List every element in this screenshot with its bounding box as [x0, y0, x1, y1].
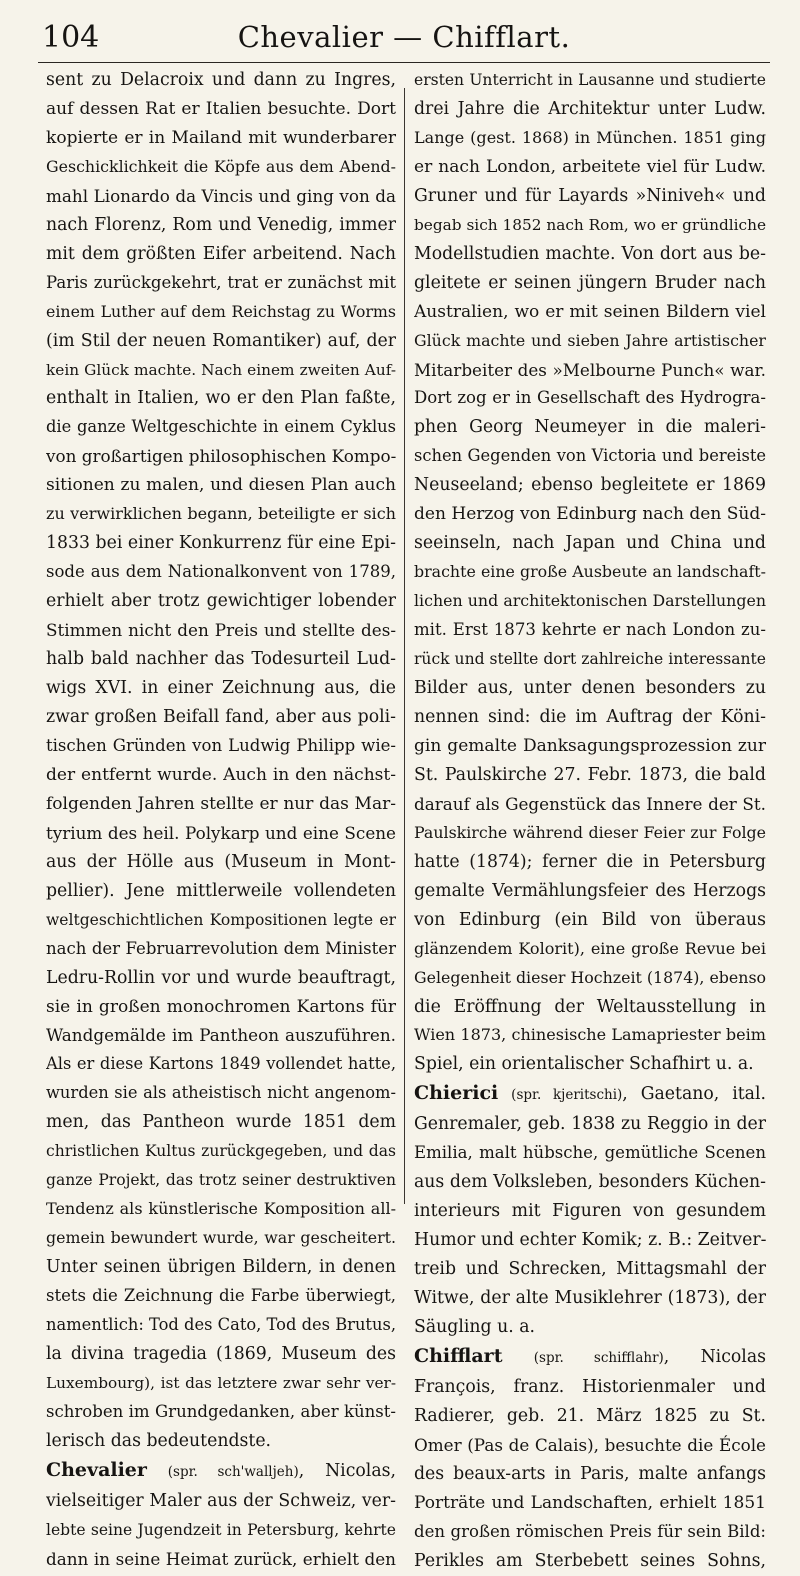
- text-line: Säugling u. a.: [414, 1316, 535, 1337]
- text-line: sie in großen monochromen Kartons für: [46, 996, 396, 1017]
- text-line: lichen und architektonischen Darstellungen: [414, 591, 766, 611]
- text-line: Dort zog er in Gesellschaft des Hydrogra-: [414, 388, 766, 408]
- text-line: erhielt aber trotz gewichtiger lobender: [46, 591, 396, 612]
- text-line: Ledru-Rollin vor und wurde beauftragt,: [46, 967, 396, 988]
- text-line: Paulskirche während dieser Feier zur Folge: [414, 822, 766, 842]
- text-line: enthalt in Italien, wo er den Plan faßte,: [46, 388, 396, 409]
- text-line: drei Jahre die Architektur unter Ludw.: [414, 98, 766, 119]
- text-line: gemalte Vermählungsfeier des Herzogs: [414, 880, 766, 901]
- text-line: lerisch das bedeutendste.: [46, 1430, 272, 1451]
- lemma-chifflart: Chifflart: [414, 1344, 503, 1367]
- text-line: Luxembourg), ist das letztere zwar sehr ver-: [46, 1373, 396, 1392]
- text-line: folgenden Jahren stellte er nur das Mar-: [46, 793, 396, 814]
- text-line: hatte (1874); ferner die in Petersburg: [414, 851, 766, 872]
- text-line: wurden sie als atheistisch nicht angenom-: [46, 1083, 396, 1103]
- text-line: St. Paulskirche 27. Febr. 1873, die bald: [414, 764, 766, 785]
- text-line: 1833 bei einer Konkurrenz für eine Epi-: [46, 533, 396, 554]
- text-line: mit. Erst 1873 kehrte er nach London zu-: [414, 620, 766, 640]
- text-line: Modellstudien machte. Von dort aus be-: [414, 243, 766, 264]
- pronunciation: (spr. kjeritschi): [511, 1087, 623, 1104]
- entry-chifflart: [414, 1342, 766, 1576]
- text-line: der entfernt wurde. Auch in den nächst-: [46, 764, 396, 785]
- text-line: ersten Unterricht in Lausanne und studierte: [414, 71, 766, 89]
- text-line: begab sich 1852 nach Rom, wo er gründliche: [414, 215, 766, 234]
- text-line: Wien 1873, chinesische Lamapriester beim: [414, 1025, 766, 1045]
- text-line: Witwe, der alte Musiklehrer (1873), der: [414, 1288, 766, 1309]
- text-line: Als er diese Kartons 1849 vollendet hatte,: [46, 1054, 396, 1074]
- text-line: Geschicklichkeit die Köpfe aus dem Abend-: [46, 156, 396, 176]
- text-line: weltgeschichtlichen Kompositionen legte er: [46, 910, 396, 929]
- text-line: kein Glück machte. Nach einem zweiten Auf-: [46, 360, 396, 379]
- text-line: namentlich: Tod des Cato, Tod des Brutus,: [46, 1314, 396, 1334]
- entry-name-rest: , Nicolas,: [298, 1460, 396, 1481]
- text-line: einem Luther auf dem Reichstag zu Worms: [46, 301, 396, 321]
- lemma-chierici: Chierici: [414, 1082, 499, 1105]
- entry-chevalier-continuation: [414, 66, 766, 1079]
- text-line: Genremaler, geb. 1838 zu Reggio in der: [414, 1114, 766, 1135]
- text-line: aus der Hölle aus (Museum in Mont-: [46, 851, 396, 872]
- text-line: (im Stil der neuen Romantiker) auf, der: [46, 330, 396, 351]
- text-line: zu verwirklichen begann, beteiligte er sich: [46, 504, 396, 524]
- text-line: la divina tragedia (1869, Museum des: [46, 1343, 396, 1364]
- text-line: Bilder aus, unter denen besonders zu: [414, 678, 766, 699]
- text-line: tyrium des heil. Polykarp und eine Scene: [46, 822, 396, 843]
- text-line: Tendenz als künstlerische Komposition all-: [46, 1199, 396, 1219]
- text-line: men, das Pantheon wurde 1851 dem: [46, 1112, 396, 1133]
- text-line: gemein bewundert wurde, war gescheitert.: [46, 1228, 396, 1248]
- text-line: nach der Februarrevolution dem Minister: [46, 938, 396, 958]
- left-column: [46, 66, 396, 1574]
- lemma-chevalier: Chevalier: [46, 1458, 147, 1481]
- page-number: 104: [42, 20, 100, 55]
- entry-chierici: [414, 1079, 766, 1342]
- entry-name-rest: , Nicolas: [663, 1346, 766, 1367]
- text-line: die ganze Weltgeschichte in einem Cyklus: [46, 417, 396, 437]
- text-line: Wandgemälde im Pantheon auszuführen.: [46, 1025, 396, 1046]
- text-line: Omer (Pas de Calais), besuchte die École: [414, 1434, 766, 1455]
- text-line: die Eröffnung der Weltausstellung in: [414, 996, 766, 1017]
- text-line: zwar großen Beifall fand, aber aus poli-: [46, 706, 396, 727]
- text-line: Perikles am Sterbebett seines Sohns,: [414, 1550, 766, 1571]
- entry-chevalier: [46, 1456, 396, 1574]
- text-line: gleitete er seinen jüngern Bruder nach: [414, 272, 766, 293]
- text-line: Porträte und Landschaften, erhielt 1851: [414, 1492, 766, 1513]
- text-line: halb bald nachher das Todesurteil Lud-: [46, 649, 396, 670]
- text-line: darauf als Gegenstück das Innere der St.: [414, 793, 766, 814]
- text-line: Radierer, geb. 21. März 1825 zu St.: [414, 1405, 766, 1426]
- text-line: Neuseeland; ebenso begleitete er 1869: [414, 475, 766, 496]
- text-line: sode aus dem Nationalkonvent von 1789,: [46, 562, 396, 582]
- text-line: mit dem größten Eifer arbeitend. Nach: [46, 243, 396, 264]
- text-line: ganze Projekt, das trotz seiner destruktiven: [46, 1171, 396, 1190]
- running-header: [38, 14, 770, 63]
- text-line: Unter seinen übrigen Bildern, in denen: [46, 1257, 396, 1278]
- text-line: Emilia, malt hübsche, gemütliche Scenen: [414, 1143, 766, 1163]
- text-line: interieurs mit Figuren von gesundem: [414, 1201, 766, 1222]
- text-line: rück und stellte dort zahlreiche interessante: [414, 650, 766, 669]
- text-line: Paris zurückgekehrt, trat er zunächst mit: [46, 272, 396, 292]
- text-line: François, franz. Historienmaler und: [414, 1376, 766, 1397]
- text-line: Lange (gest. 1868) in München. 1851 ging: [414, 127, 766, 147]
- entry-continuation: [46, 66, 396, 1456]
- text-line: er nach London, arbeitete viel für Ludw.: [414, 156, 766, 177]
- text-line: phen Georg Neumeyer in die maleri-: [414, 417, 766, 438]
- entry-first-line: [414, 1079, 766, 1110]
- entry-first-line: [414, 1342, 766, 1373]
- text-line: den Herzog von Edinburg nach den Süd-: [414, 504, 766, 525]
- column-divider: [404, 88, 405, 1204]
- text-line: Gruner und für Layards »Niniveh« und: [414, 185, 766, 206]
- text-line: glänzendem Kolorit), eine große Revue bei: [414, 938, 766, 958]
- text-line: wigs XVI. in einer Zeichnung aus, die: [46, 678, 396, 699]
- text-line: schen Gegenden von Victoria und bereiste: [414, 446, 766, 466]
- entry-name-rest: , Gaetano, ital.: [622, 1084, 766, 1105]
- text-line: nach Florenz, Rom und Venedig, immer: [46, 214, 396, 235]
- text-line: des beaux-arts in Paris, malte anfangs: [414, 1463, 766, 1484]
- text-line: treib und Schrecken, Mittagsmahl der: [414, 1259, 766, 1280]
- text-line: gin gemalte Danksagungsprozession zur: [414, 735, 766, 756]
- running-title: Chevalier — Chifflart.: [237, 20, 571, 54]
- right-column: [414, 66, 766, 1576]
- pronunciation: (spr. sch'walljeh): [167, 1463, 299, 1480]
- text-line: pellier). Jene mittlerweile vollendeten: [46, 880, 396, 901]
- text-line: seeinseln, nach Japan und China und: [414, 533, 766, 554]
- text-line: Spiel, ein orientalischer Schafhirt u. a.: [414, 1054, 754, 1075]
- text-line: stets die Zeichnung die Farbe überwiegt,: [46, 1286, 396, 1306]
- text-line: tischen Gründen von Ludwig Philipp wie-: [46, 735, 396, 755]
- text-line: Mitarbeiter des »Melbourne Punch« war.: [414, 359, 766, 380]
- text-line: auf dessen Rat er Italien besuchte. Dort: [46, 98, 396, 119]
- text-line: Gelegenheit dieser Hochzeit (1874), ebenso: [414, 967, 766, 987]
- text-line: nennen sind: die im Auftrag der Köni-: [414, 706, 766, 727]
- text-line: christlichen Kultus zurückgegeben, und das: [46, 1142, 396, 1161]
- text-line: mahl Lionardo da Vincis und ging von da: [46, 185, 396, 206]
- text-line: von Edinburg (ein Bild von überaus: [414, 909, 766, 930]
- text-line: Australien, wo er mit seinen Bildern viel: [414, 301, 766, 322]
- text-line: lebte seine Jugendzeit in Petersburg, kehrte: [46, 1520, 396, 1539]
- text-line: Glück machte und sieben Jahre artistischer: [414, 330, 766, 350]
- text-line: sent zu Delacroix und dann zu Ingres,: [46, 70, 396, 90]
- text-line: dann in seine Heimat zurück, erhielt den: [46, 1548, 396, 1569]
- text-line: sitionen zu malen, und diesen Plan auch: [46, 475, 396, 496]
- text-line: von großartigen philosophischen Kompo-: [46, 446, 396, 467]
- text-line: Humor und echter Komik; z. B.: Zeitver-: [414, 1230, 766, 1251]
- text-line: brachte eine große Ausbeute an landschaft-: [414, 562, 766, 582]
- text-line: aus dem Volksleben, besonders Küchen-: [414, 1172, 766, 1193]
- text-line: den großen römischen Preis für sein Bild:: [414, 1521, 766, 1541]
- text-line: vielseitiger Maler aus der Schweiz, ver-: [46, 1490, 396, 1511]
- pronunciation: (spr. schifflahr): [533, 1349, 664, 1366]
- entry-first-line: [46, 1456, 396, 1487]
- text-line: Stimmen nicht den Preis und stellte des-: [46, 620, 396, 641]
- text-line: kopierte er in Mailand mit wunderbarer: [46, 127, 396, 148]
- text-line: schroben im Grundgedanken, aber künst-: [46, 1401, 396, 1421]
